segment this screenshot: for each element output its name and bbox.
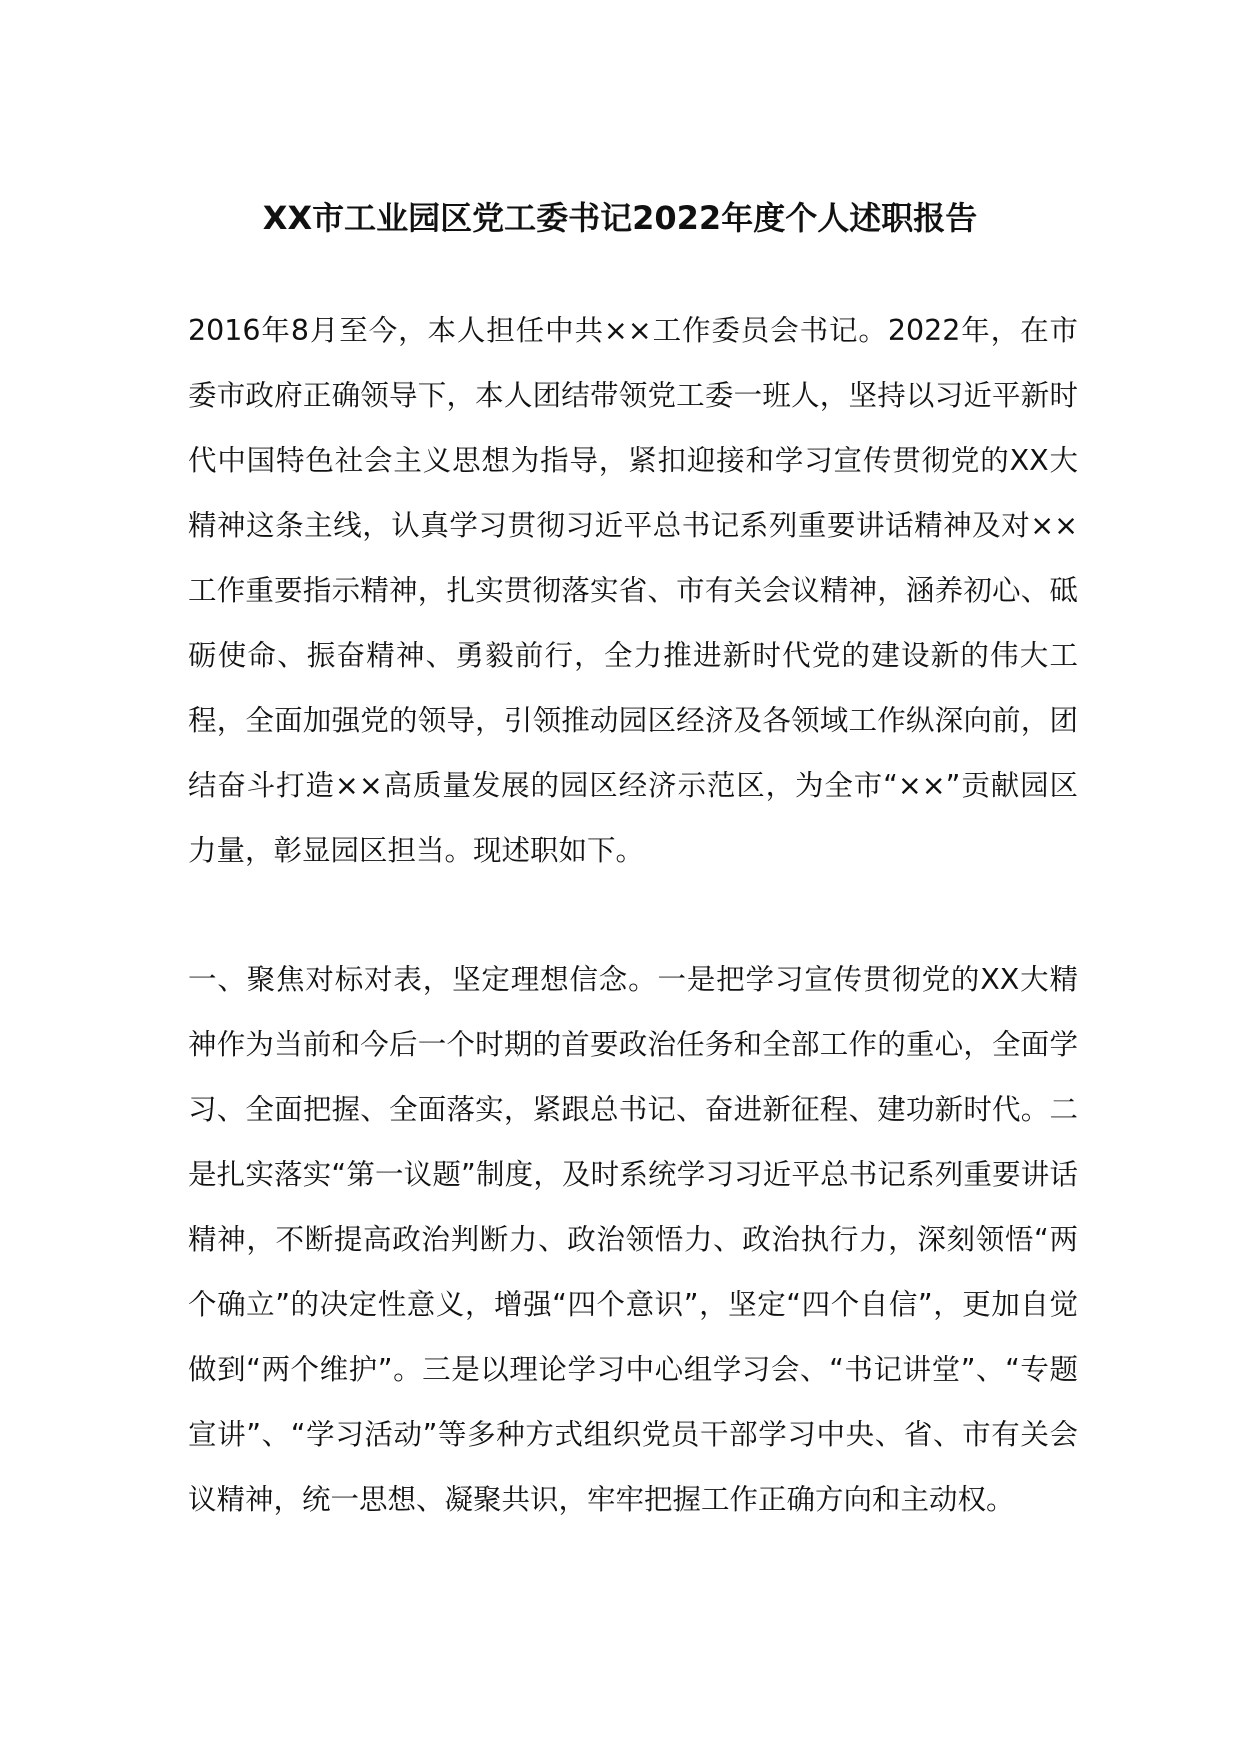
document-title: XX市工业园区党工委书记2022年度个人述职报告 [262, 199, 978, 238]
paragraph-intro: 2016年8月至今，本人担任中共××工作委员会书记。2022年，在市委市政府正确领导下，本人团结带领党工委一班人，坚持以习近平新时代中国特色社会主义思想为指导，紧扣迎接和学习宣传贯彻党的XX大精神这条主线，认真学习贯彻习近平总书记系列重要讲话精神及对××工作重要指示精神，扎实贯彻落实省、市有关会议精神，涵养初心、砥砺使命、振奋精神、勇毅前行，全力推进新时代党的建设新的伟大工程，全面加强党的领导，引领推动园区经济及各领域工作纵深向前，团结奋斗打造××高质量发展的园区经济示范区，为全市“××”贡献园区力量，彰显园区担当。现述职如下。 [188, 314, 1078, 867]
paragraph-section-one: 一、聚焦对标对表，坚定理想信念。一是把学习宣传贯彻党的XX大精神作为当前和今后一个时期的首要政治任务和全部工作的重心，全面学习、全面把握、全面落实，紧跟总书记、奋进新征程、建功新时代。二是扎实落实“第一议题”制度，及时系统学习习近平总书记系列重要讲话精神，不断提高政治判断力、政治领悟力、政治执行力，深刻领悟“两个确立”的决定性意义，增强“四个意识”，坚定“四个自信”，更加自觉做到“两个维护”。三是以理论学习中心组学习会、“书记讲堂”、“专题宣讲”、“学习活动”等多种方式组织党员干部学习中央、省、市有关会议精神，统一思想、凝聚共识，牢牢把握工作正确方向和主动权。 [188, 963, 1078, 1516]
